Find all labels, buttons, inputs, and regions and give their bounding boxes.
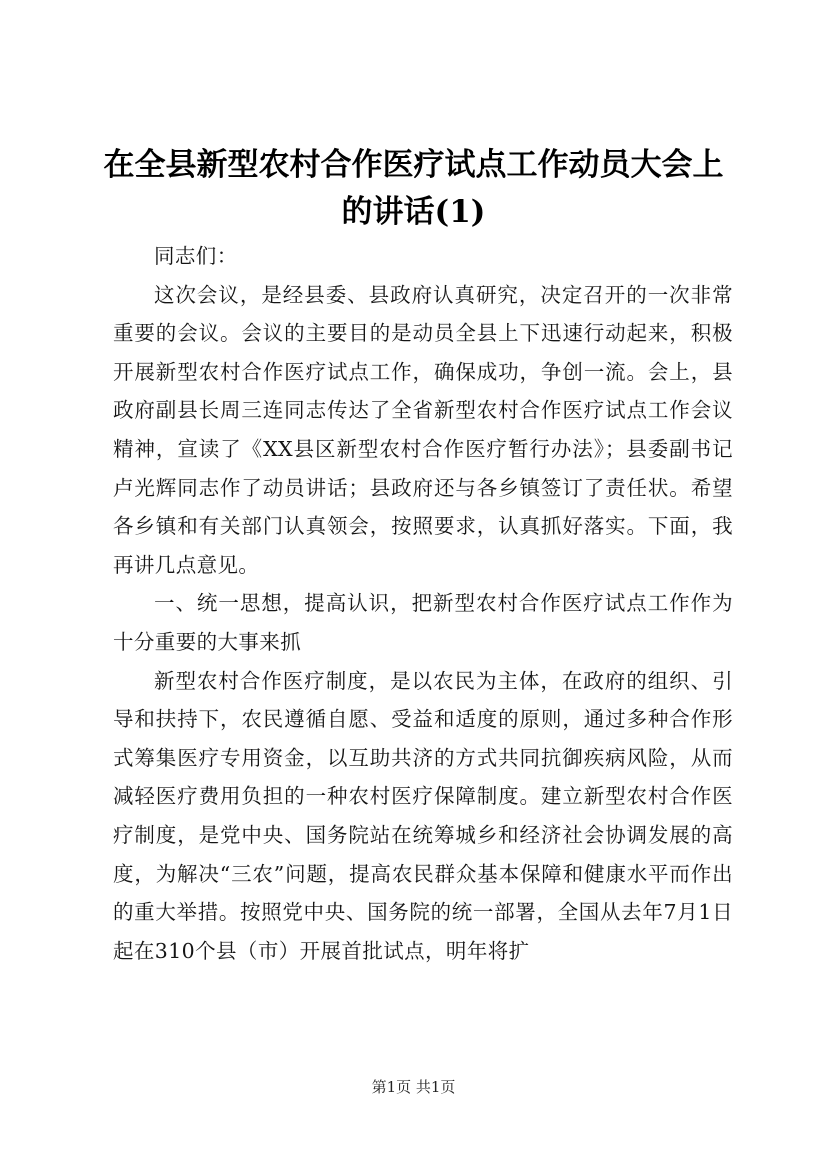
section-heading: 一、统一思想，提高认识，把新型农村合作医疗试点工作作为十分重要的大事来抓 — [113, 591, 733, 654]
salutation-paragraph: 同志们： — [154, 244, 238, 268]
document-body — [113, 237, 733, 970]
body-paragraph: 这次会议，是经县委、县政府认真研究，决定召开的一次非常重要的会议。会议的主要目的是动员全县上下迅速行动起来，积极开展新型农村合作医疗试点工作，确保成功，争创一流。会上，县政府副县长周三连同志传达了全省新型农村合作医疗试点工作会议精神，宣读了《XX县区新型农村合作医疗暂行办法》；县委副书记卢光辉同志作了动员讲话；县政府还与各乡镇签订了责任状。希望各乡镇和有关部门认真领会，按照要求，认真抓好落实。下面，我再讲几点意见。 — [113, 282, 733, 577]
page-number-footer: 第1页 共1页 — [371, 1078, 456, 1096]
body-paragraph: 新型农村合作医疗制度，是以农民为主体，在政府的组织、引导和扶持下，农民遵循自愿、受益和适度的原则，通过多种合作形式筹集医疗专用资金，以互助共济的方式共同抗御疾病风险，从而减轻医疗费用负担的一种农村医疗保障制度。建立新型农村合作医疗制度，是党中央、国务院站在统筹城乡和经济社会协调发展的高度，为解决“三农”问题，提高农民群众基本保障和健康水平而作出的重大举措。按照党中央、国务院的统一部署，全国从去年7月1日起在310个县（市）开展首批试点，明年将扩 — [113, 668, 733, 963]
document-title: 在全县新型农村合作医疗试点工作动员大会上的讲话(1) — [103, 147, 724, 230]
